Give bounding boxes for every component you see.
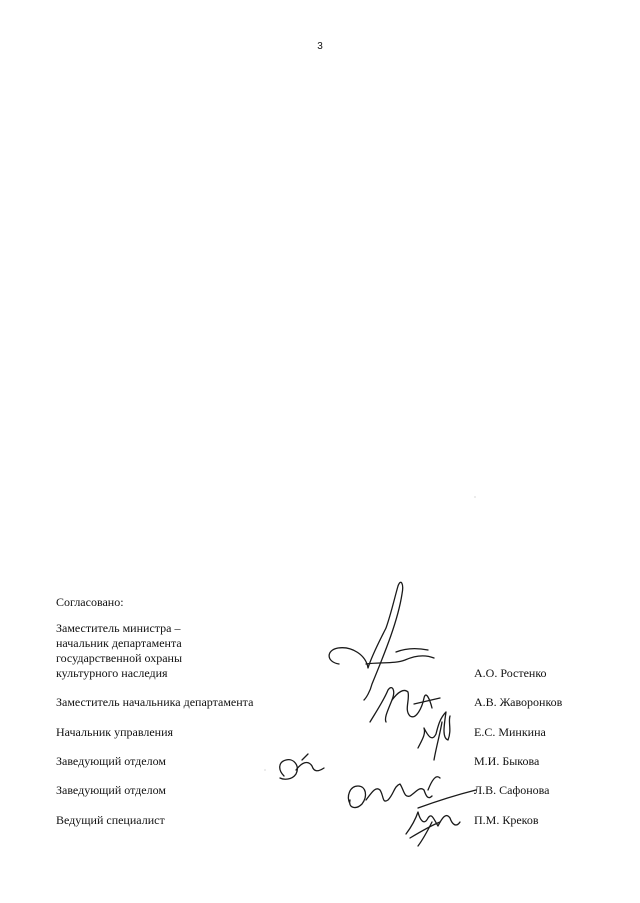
role-line: Заведующий отделом (56, 754, 166, 768)
signatory-row (56, 725, 586, 740)
role-line: Ведущий специалист (56, 813, 165, 827)
signatory-row (56, 813, 586, 828)
signatory-role (56, 621, 316, 681)
page-speck (474, 496, 475, 497)
signatory-role (56, 754, 316, 769)
role-line: Начальник управления (56, 725, 174, 739)
signatory-role (56, 695, 316, 710)
signatory-row (56, 695, 586, 710)
page-speck (264, 769, 265, 770)
role-line: начальник департамента (56, 636, 182, 650)
signatory-name: А.В. Жаворонков (474, 695, 563, 709)
signatory-row (56, 783, 586, 798)
signatory-row (56, 754, 586, 769)
signatory-name: М.И. Быкова (474, 754, 540, 768)
signatory-name: А.О. Ростенко (474, 666, 547, 680)
signatory-row (56, 620, 586, 681)
signatory-name: П.М. Креков (474, 813, 539, 827)
signatory-role (56, 783, 316, 798)
role-line: Заместитель министра – (56, 621, 181, 635)
page-number: 3 (317, 41, 323, 52)
signatory-role (56, 725, 316, 740)
signatory-name: Е.С. Минкина (474, 725, 546, 739)
signatory-name: Л.В. Сафонова (474, 783, 550, 797)
role-line: государственной охраны (56, 651, 183, 665)
role-line: Заведующий отделом (56, 783, 166, 797)
signatory-role (56, 813, 316, 828)
approval-heading: Согласовано: (56, 595, 124, 609)
role-line: культурного наследия (56, 666, 168, 680)
role-line: Заместитель начальника департамента (56, 695, 254, 709)
